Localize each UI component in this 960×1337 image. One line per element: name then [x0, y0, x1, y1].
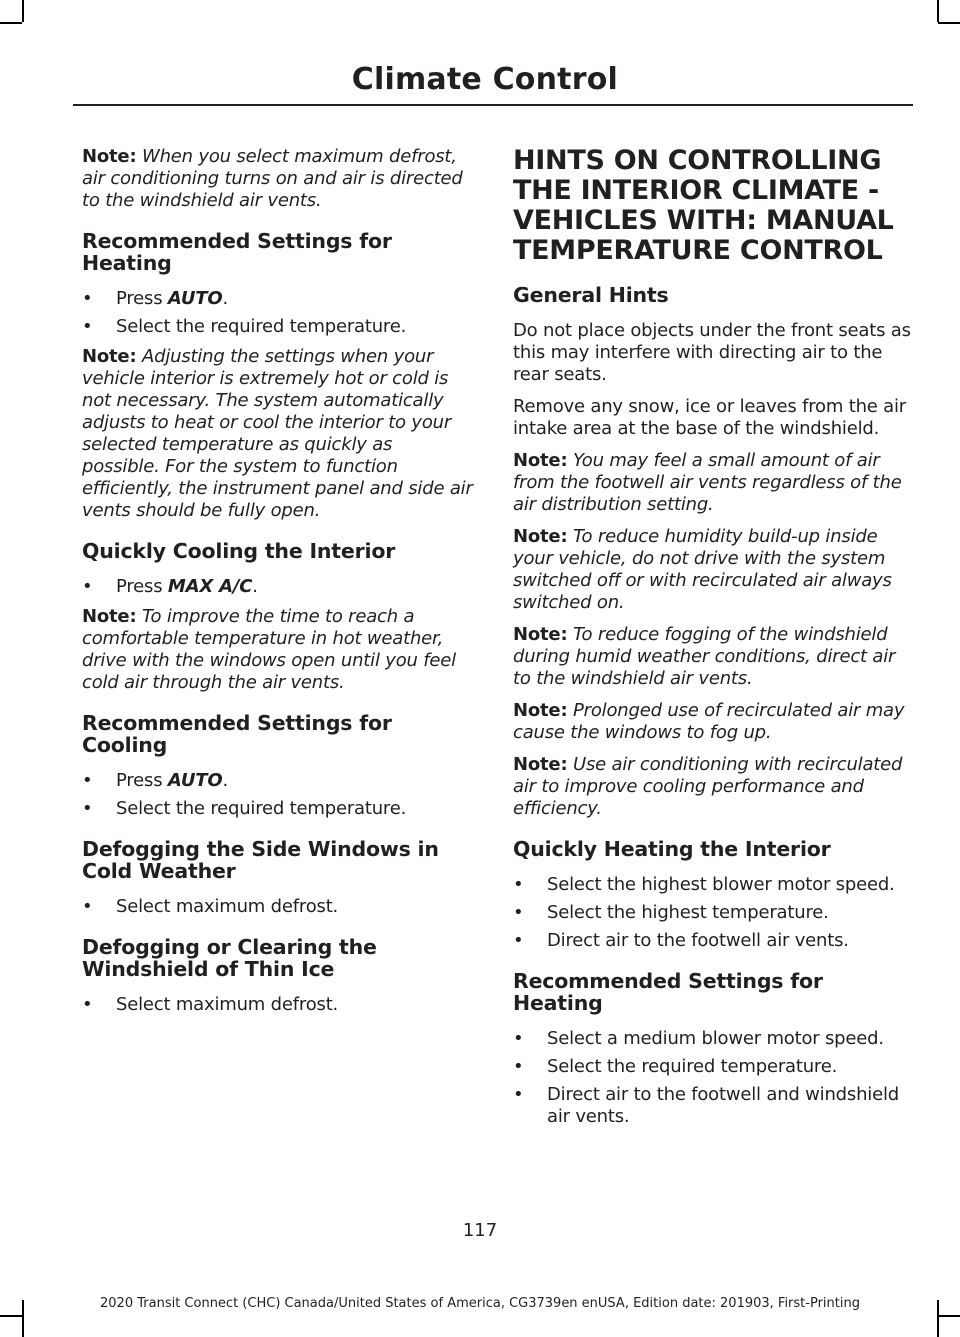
bullet-icon: •	[513, 930, 524, 951]
bullet-icon: •	[82, 994, 93, 1015]
heading-general-hints: General Hints	[513, 283, 669, 307]
crop-mark-top-left-h	[0, 22, 22, 24]
defog-windshield-list	[82, 994, 474, 1016]
heading-cooling: Recommended Settings for Cooling	[82, 711, 392, 757]
note-improve-time	[82, 606, 474, 694]
bullet-icon: •	[82, 288, 93, 309]
bullet-icon: •	[82, 798, 93, 819]
right-column	[513, 146, 911, 1136]
crop-mark-top-right	[937, 0, 939, 22]
list-item: • Select the highest blower motor speed.	[513, 874, 895, 895]
note-max-defrost	[82, 146, 474, 212]
cooling-list	[82, 770, 474, 820]
quick-heat-list	[513, 874, 911, 952]
note-label: Note:	[513, 624, 568, 645]
section-heading: HINTS ON CONTROLLING THE INTERIOR CLIMATE - VEHICLES WITH: MANUAL TEMPERATURE CONTROL	[513, 145, 894, 266]
crop-mark-top-right-h	[938, 22, 960, 24]
command-auto: AUTO	[167, 288, 223, 309]
note-text: You may feel a small amount of air from the footwell air vents regardless of the air distribution setting.	[513, 450, 902, 515]
note-text: Prolonged use of recirculated air may cause the windows to fog up.	[513, 700, 905, 743]
heading-heating: Recommended Settings for Heating	[82, 229, 392, 275]
paragraph-objects: Do not place objects under the front seats as this may interfere with directing air to the rear seats.	[513, 320, 911, 385]
list-item: • Select the required temperature.	[82, 798, 407, 819]
crop-mark-bottom-right-h	[938, 1315, 960, 1317]
list-item: • Direct air to the footwell air vents.	[513, 930, 849, 951]
bullet-icon: •	[513, 1028, 524, 1049]
heating-right-list	[513, 1028, 911, 1128]
note-text: To reduce fogging of the windshield during humid weather conditions, direct air to the windshield air vents.	[513, 624, 896, 689]
list-item: • Select maximum defrost.	[82, 896, 339, 917]
bullet-icon: •	[82, 770, 93, 791]
note-label: Note:	[513, 754, 568, 775]
crop-mark-bottom-left-h	[0, 1315, 22, 1317]
list-item: • Select a medium blower motor speed.	[513, 1028, 884, 1049]
bullet-icon: •	[513, 1056, 524, 1077]
note-label: Note:	[82, 606, 137, 627]
list-item: • Press MAX A/C.	[82, 576, 258, 597]
page-number: 117	[462, 1220, 498, 1241]
note-label: Note:	[513, 700, 568, 721]
paragraph-snow: Remove any snow, ice or leaves from the air intake area at the base of the windshield.	[513, 396, 907, 439]
note-text: Use air conditioning with recirculated air to improve cooling performance and efficiency.	[513, 754, 903, 819]
note-air-conditioning	[513, 754, 911, 820]
crop-mark-top-left	[22, 0, 24, 22]
list-item: • Select the required temperature.	[82, 316, 407, 337]
list-item: • Press AUTO.	[82, 288, 228, 309]
quick-cool-list	[82, 576, 474, 598]
heading-quick-heating: Quickly Heating the Interior	[513, 837, 831, 861]
bullet-icon: •	[513, 874, 524, 895]
heading-defog-side: Defogging the Side Windows in Cold Weather	[82, 837, 439, 883]
edition-line: 2020 Transit Connect (CHC) Canada/United States of America, CG3739en enUSA, Edition date: 201903, First-Printing	[100, 1296, 860, 1311]
note-label: Note:	[513, 526, 568, 547]
list-item: • Select maximum defrost.	[82, 994, 339, 1015]
note-label: Note:	[513, 450, 568, 471]
defog-side-list	[82, 896, 474, 918]
note-text: To reduce humidity build-up inside your vehicle, do not drive with the system switched off or with recirculated air always switched on.	[513, 526, 892, 613]
note-recirculated	[513, 700, 911, 744]
bullet-icon: •	[513, 1084, 524, 1105]
command-auto: AUTO	[167, 770, 223, 791]
bullet-icon: •	[82, 316, 93, 337]
heading-quick-cooling: Quickly Cooling the Interior	[82, 539, 396, 563]
bullet-icon: •	[513, 902, 524, 923]
list-item: • Select the highest temperature.	[513, 902, 829, 923]
command-max-ac: MAX A/C	[167, 576, 253, 597]
note-label: Note:	[82, 146, 137, 167]
bullet-icon: •	[82, 896, 93, 917]
header-rule	[73, 104, 913, 106]
note-text: Adjusting the settings when your vehicle interior is extremely hot or cold is not necessary. The system automatically adjusts to heat or cool the interior to your selected temperature as quickly as possible. For the system to function efficiently, the instrument panel and side air vents should be fully open.	[82, 346, 473, 521]
list-item: • Direct air to the footwell and windshield air vents.	[513, 1084, 899, 1127]
list-item: • Select the required temperature.	[513, 1056, 838, 1077]
heating-list	[82, 288, 474, 338]
heading-defog-windshield: Defogging or Clearing the Windshield of Thin Ice	[82, 935, 377, 981]
note-fogging	[513, 624, 911, 690]
heading-heating-right: Recommended Settings for Heating	[513, 969, 823, 1015]
note-humidity	[513, 526, 911, 614]
note-label: Note:	[82, 346, 137, 367]
list-item: • Press AUTO.	[82, 770, 228, 791]
note-footwell-air	[513, 450, 911, 516]
page-title: Climate Control	[351, 62, 618, 97]
note-adjusting-settings	[82, 346, 474, 522]
note-text: When you select maximum defrost, air conditioning turns on and air is directed to the windshield air vents.	[82, 146, 463, 211]
left-column	[82, 146, 474, 1024]
bullet-icon: •	[82, 576, 93, 597]
note-text: To improve the time to reach a comfortable temperature in hot weather, drive with the windows open until you feel cold air through the air vents.	[82, 606, 456, 693]
